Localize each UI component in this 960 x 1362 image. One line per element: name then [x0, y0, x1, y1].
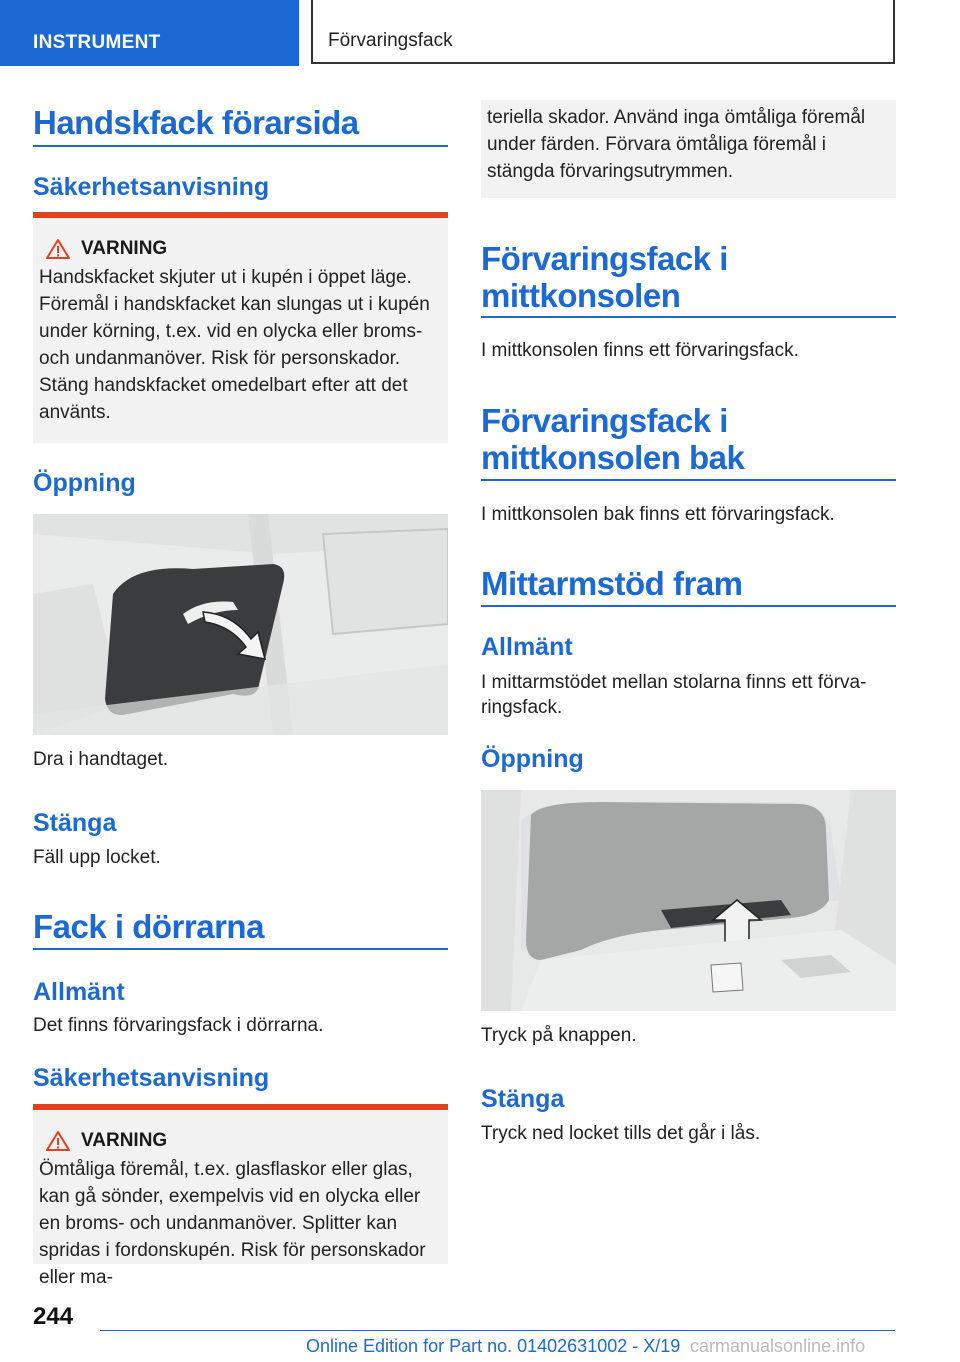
general-text: I mittarmstödet mellan stolarna finns ett förvaringsfack.: [481, 672, 867, 718]
warning-label: VARNING: [81, 238, 168, 259]
page-number: 244: [33, 1303, 74, 1330]
close-text: Tryck ned locket tills det går i lås.: [481, 1123, 761, 1144]
heading-safety-2: Säkerhetsanvisning: [33, 1064, 270, 1092]
warning-label: VARNING: [81, 1130, 168, 1151]
warning-triangle-icon: [45, 238, 71, 260]
heading-open: Öppning: [33, 469, 136, 497]
section-title: Förvaringsfack: [311, 0, 895, 64]
center-console-text: I mittkonsolen finns ett förvaringsfack.: [481, 340, 799, 361]
heading-safety: Säkerhetsanvisning: [33, 173, 270, 201]
warning-text-continued: teriella skador. Använd inga ömtåliga föremål under färden. Förvara ömtåliga föremål i stängda förvaringsutrymmen.: [487, 107, 866, 182]
caption-open: Dra i handtaget.: [33, 749, 169, 770]
footer-edition[interactable]: Online Edition for Part no. 01402631002 - X/19: [306, 1336, 681, 1356]
heading-center-console-rear: Förvaringsfack i mittkonsolen bak: [481, 402, 745, 476]
armrest-illustration: [481, 790, 896, 1011]
glovebox-illustration: [33, 514, 448, 735]
footer-rule: [100, 1330, 895, 1331]
warning-header: [39, 1130, 440, 1152]
warning-header: [39, 238, 440, 260]
heading-rule: [481, 605, 896, 607]
heading-center-console: Förvaringsfack i mittkonsolen: [481, 240, 728, 314]
heading-close: Stänga: [33, 809, 117, 837]
warning-text: Ömtåliga föremål, t.ex. glasflaskor eller glas, kan gå sönder, exempelvis vid en olycka eller en broms- och undanmanöver. Splitter kan spridas i fordonskupén. Risk för personskador eller ma-: [39, 1159, 426, 1288]
warning-box: [33, 212, 448, 443]
heading-armrest: Mittarmstöd fram: [481, 565, 743, 602]
warning-box-2-continued: [481, 100, 896, 198]
heading-rule: [481, 479, 896, 481]
armrest-image: [481, 790, 896, 1011]
heading-rule: [33, 145, 448, 147]
page-header: [0, 0, 960, 66]
caption-open: Tryck på knappen.: [481, 1025, 637, 1046]
heading-general: Allmänt: [481, 633, 573, 661]
heading-doors: Fack i dörrarna: [33, 908, 264, 945]
center-console-rear-text: I mittkonsolen bak finns ett förvaringsfack.: [481, 504, 835, 525]
glovebox-image: [33, 514, 448, 735]
warning-text: Handskfacket skjuter ut i kupén i öppet läge. Föremål i handskfacket kan slungas ut i kupén under körning, t.ex. vid en olycka eller broms- och undanmanöver. Risk för personskador. Stäng handskfacket omedelbart efter att det använts.: [39, 267, 430, 423]
heading-rule: [33, 948, 448, 950]
heading-general: Allmänt: [33, 978, 125, 1006]
watermark: carmanualsonline.info: [690, 1336, 866, 1356]
warning-triangle-icon: [45, 1130, 71, 1152]
close-text: Fäll upp locket.: [33, 847, 161, 868]
heading-open: Öppning: [481, 745, 584, 773]
heading-close: Stänga: [481, 1085, 565, 1113]
heading-glovebox: Handskfack förarsida: [33, 104, 359, 141]
heading-rule: [481, 316, 896, 318]
warning-box-2: [33, 1104, 448, 1288]
general-text: Det finns förvaringsfack i dörrarna.: [33, 1015, 324, 1036]
chapter-tab[interactable]: INSTRUMENT: [0, 0, 299, 66]
